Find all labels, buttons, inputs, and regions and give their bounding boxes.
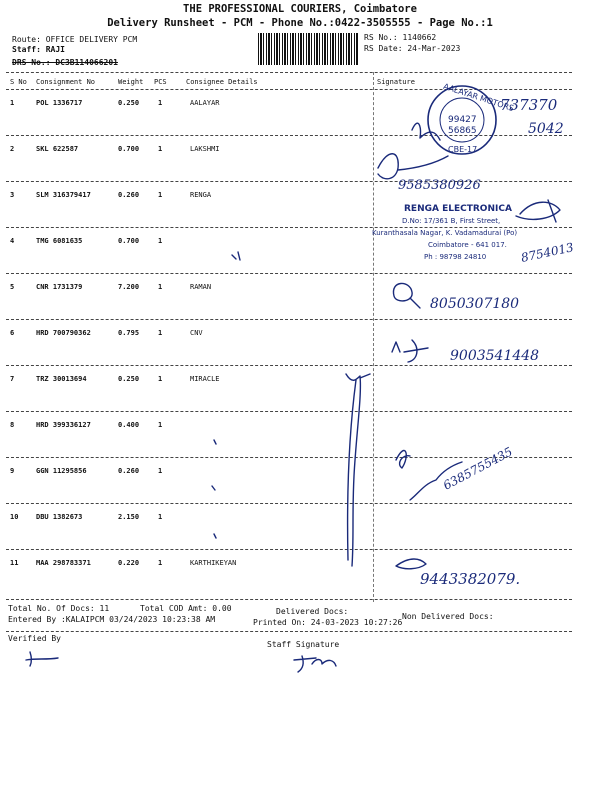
row-consignment: GGN 11295856 [36,467,87,475]
hand-number: 5042 [528,121,564,137]
signature-scribble [392,340,428,362]
hand-number: 8050307180 [430,296,520,312]
row-weight: 0.700 [118,145,140,153]
row-pcs: 1 [158,237,163,245]
ditto-stroke [346,374,370,566]
stamp-text-top: AALAYAR MOTORS [442,81,515,114]
footer-rule [6,631,572,632]
row-pcs: 1 [158,559,163,567]
row-pcs: 1 [158,191,163,199]
row-pcs: 1 [158,421,163,429]
row-sno: 6 [10,329,15,337]
hand-number: 9585380926 [398,178,481,193]
aalayar-stamp [428,82,515,154]
row-weight: 0.250 [118,375,140,383]
non-delivered-docs: Non Delivered Docs: [402,612,494,621]
signature-scribble [412,123,440,140]
drs-number: DRS No.: DC3B114066201 [12,58,118,67]
printed-on: Printed On: 24-03-2023 10:27:26 [253,618,403,627]
row-sno: 1 [10,99,15,107]
row-consignee: MIRACLE [190,375,220,383]
row-consignment: TRZ 30013694 [36,375,87,383]
col-consignee: Consignee Details [186,78,258,86]
col-sno: S No [10,78,27,86]
renga-stamp [372,204,517,261]
row-consignee: RAMAN [190,283,212,291]
rs-number: RS No.: 1140662 [364,33,437,42]
row-consignee: RENGA [190,191,212,199]
row-pcs: 1 [158,283,163,291]
row-sno: 10 [10,513,19,521]
row-consignment: SLM 316379417 [36,191,91,199]
row-consignee: LAKSHMI [190,145,220,153]
row-pcs: 1 [158,99,163,107]
row-weight: 0.260 [118,467,140,475]
verified-by: Verified By [8,634,61,643]
stamp-text-bottom: CBE-17 [448,145,478,154]
company-title: THE PROFESSIONAL COURIERS, Coimbatore [183,3,417,15]
row-pcs: 1 [158,375,163,383]
row-weight: 0.795 [118,329,140,337]
col-consignment: Consignment No [36,78,96,86]
row-consignment: HRD 399336127 [36,421,91,429]
row-weight: 2.150 [118,513,140,521]
row-consignee: KARTHIKEYAN [190,559,237,567]
entered-by: Entered By :KALAIPCM 03/24/2023 10:23:38 AM [8,615,216,624]
row-consignee: AALAYAR [190,99,220,107]
verified-signature [26,652,58,666]
row-sno: 8 [10,421,15,429]
row-weight: 0.250 [118,99,140,107]
delivered-docs: Delivered Docs: [276,607,349,616]
row-consignment: MAA 298783371 [36,559,91,567]
stamp-text-mid2: 56865 [448,126,477,136]
row-pcs: 1 [158,329,163,337]
hand-number: 6385755435 [440,444,515,493]
row-sno: 5 [10,283,15,291]
row-sno: 3 [10,191,15,199]
stamp-text-line1: D.No: 17/361 B, First Street, [402,217,501,225]
row-consignment: POL 1336717 [36,99,83,107]
row-consignment: CNR 1731379 [36,283,83,291]
row-sno: 11 [10,559,19,567]
signature-scribble [393,283,420,308]
stamp-text-mid: 99427 [448,115,477,125]
row-weight: 0.260 [118,191,140,199]
staff-signature-label: Staff Signature [267,640,340,649]
runsheet-title: Delivery Runsheet - PCM - Phone No.:0422-3505555 - Page No.:1 [107,17,493,29]
row-consignment: SKL 622587 [36,145,79,153]
staff-signature [294,656,336,672]
rs-date: RS Date: 24-Mar-2023 [364,44,461,53]
col-pcs: PCS [154,78,167,86]
stamp-text-line4: Ph : 98798 24810 [424,253,487,261]
row-consignment: HRD 700790362 [36,329,91,337]
stamp-text-title: RENGA ELECTRONICA [404,204,512,214]
row-pcs: 1 [158,467,163,475]
signature-scribble [378,154,448,179]
staff-label: Staff: RAJI [12,45,65,54]
row-sno: 4 [10,237,15,245]
row-sno: 2 [10,145,15,153]
row-pcs: 1 [158,513,163,521]
mark [212,440,216,538]
row-consignee: CNV [190,329,203,337]
row-sno: 9 [10,467,15,475]
row-consignment: TMG 6081635 [36,237,83,245]
row-weight: 7.200 [118,283,140,291]
hand-number: 9003541448 [450,348,540,364]
row-weight: 0.700 [118,237,140,245]
hand-number: 8754013 [519,240,575,265]
col-signature: Signature [377,78,415,86]
row-pcs: 1 [158,145,163,153]
row-consignment: DBU 1382673 [36,513,83,521]
signature-scribble [396,559,426,569]
mark [232,252,240,260]
stamp-text-line3: Coimbatore - 641 017. [428,241,507,249]
stamp-text-line2: Kuranthasala Nagar, K. Vadamadurai (Po) [372,229,518,237]
row-weight: 0.400 [118,421,140,429]
signature-scribble [516,200,560,222]
col-weight: Weight [118,78,144,86]
row-weight: 0.220 [118,559,140,567]
hand-number: 9443382079. [420,570,521,588]
total-docs: Total No. Of Docs: 11 [8,604,110,613]
hand-number: 737370 [500,96,558,114]
route-label: Route: OFFICE DELIVERY PCM [12,35,138,44]
row-sno: 7 [10,375,15,383]
total-cod: Total COD Amt: 0.00 [140,604,232,613]
